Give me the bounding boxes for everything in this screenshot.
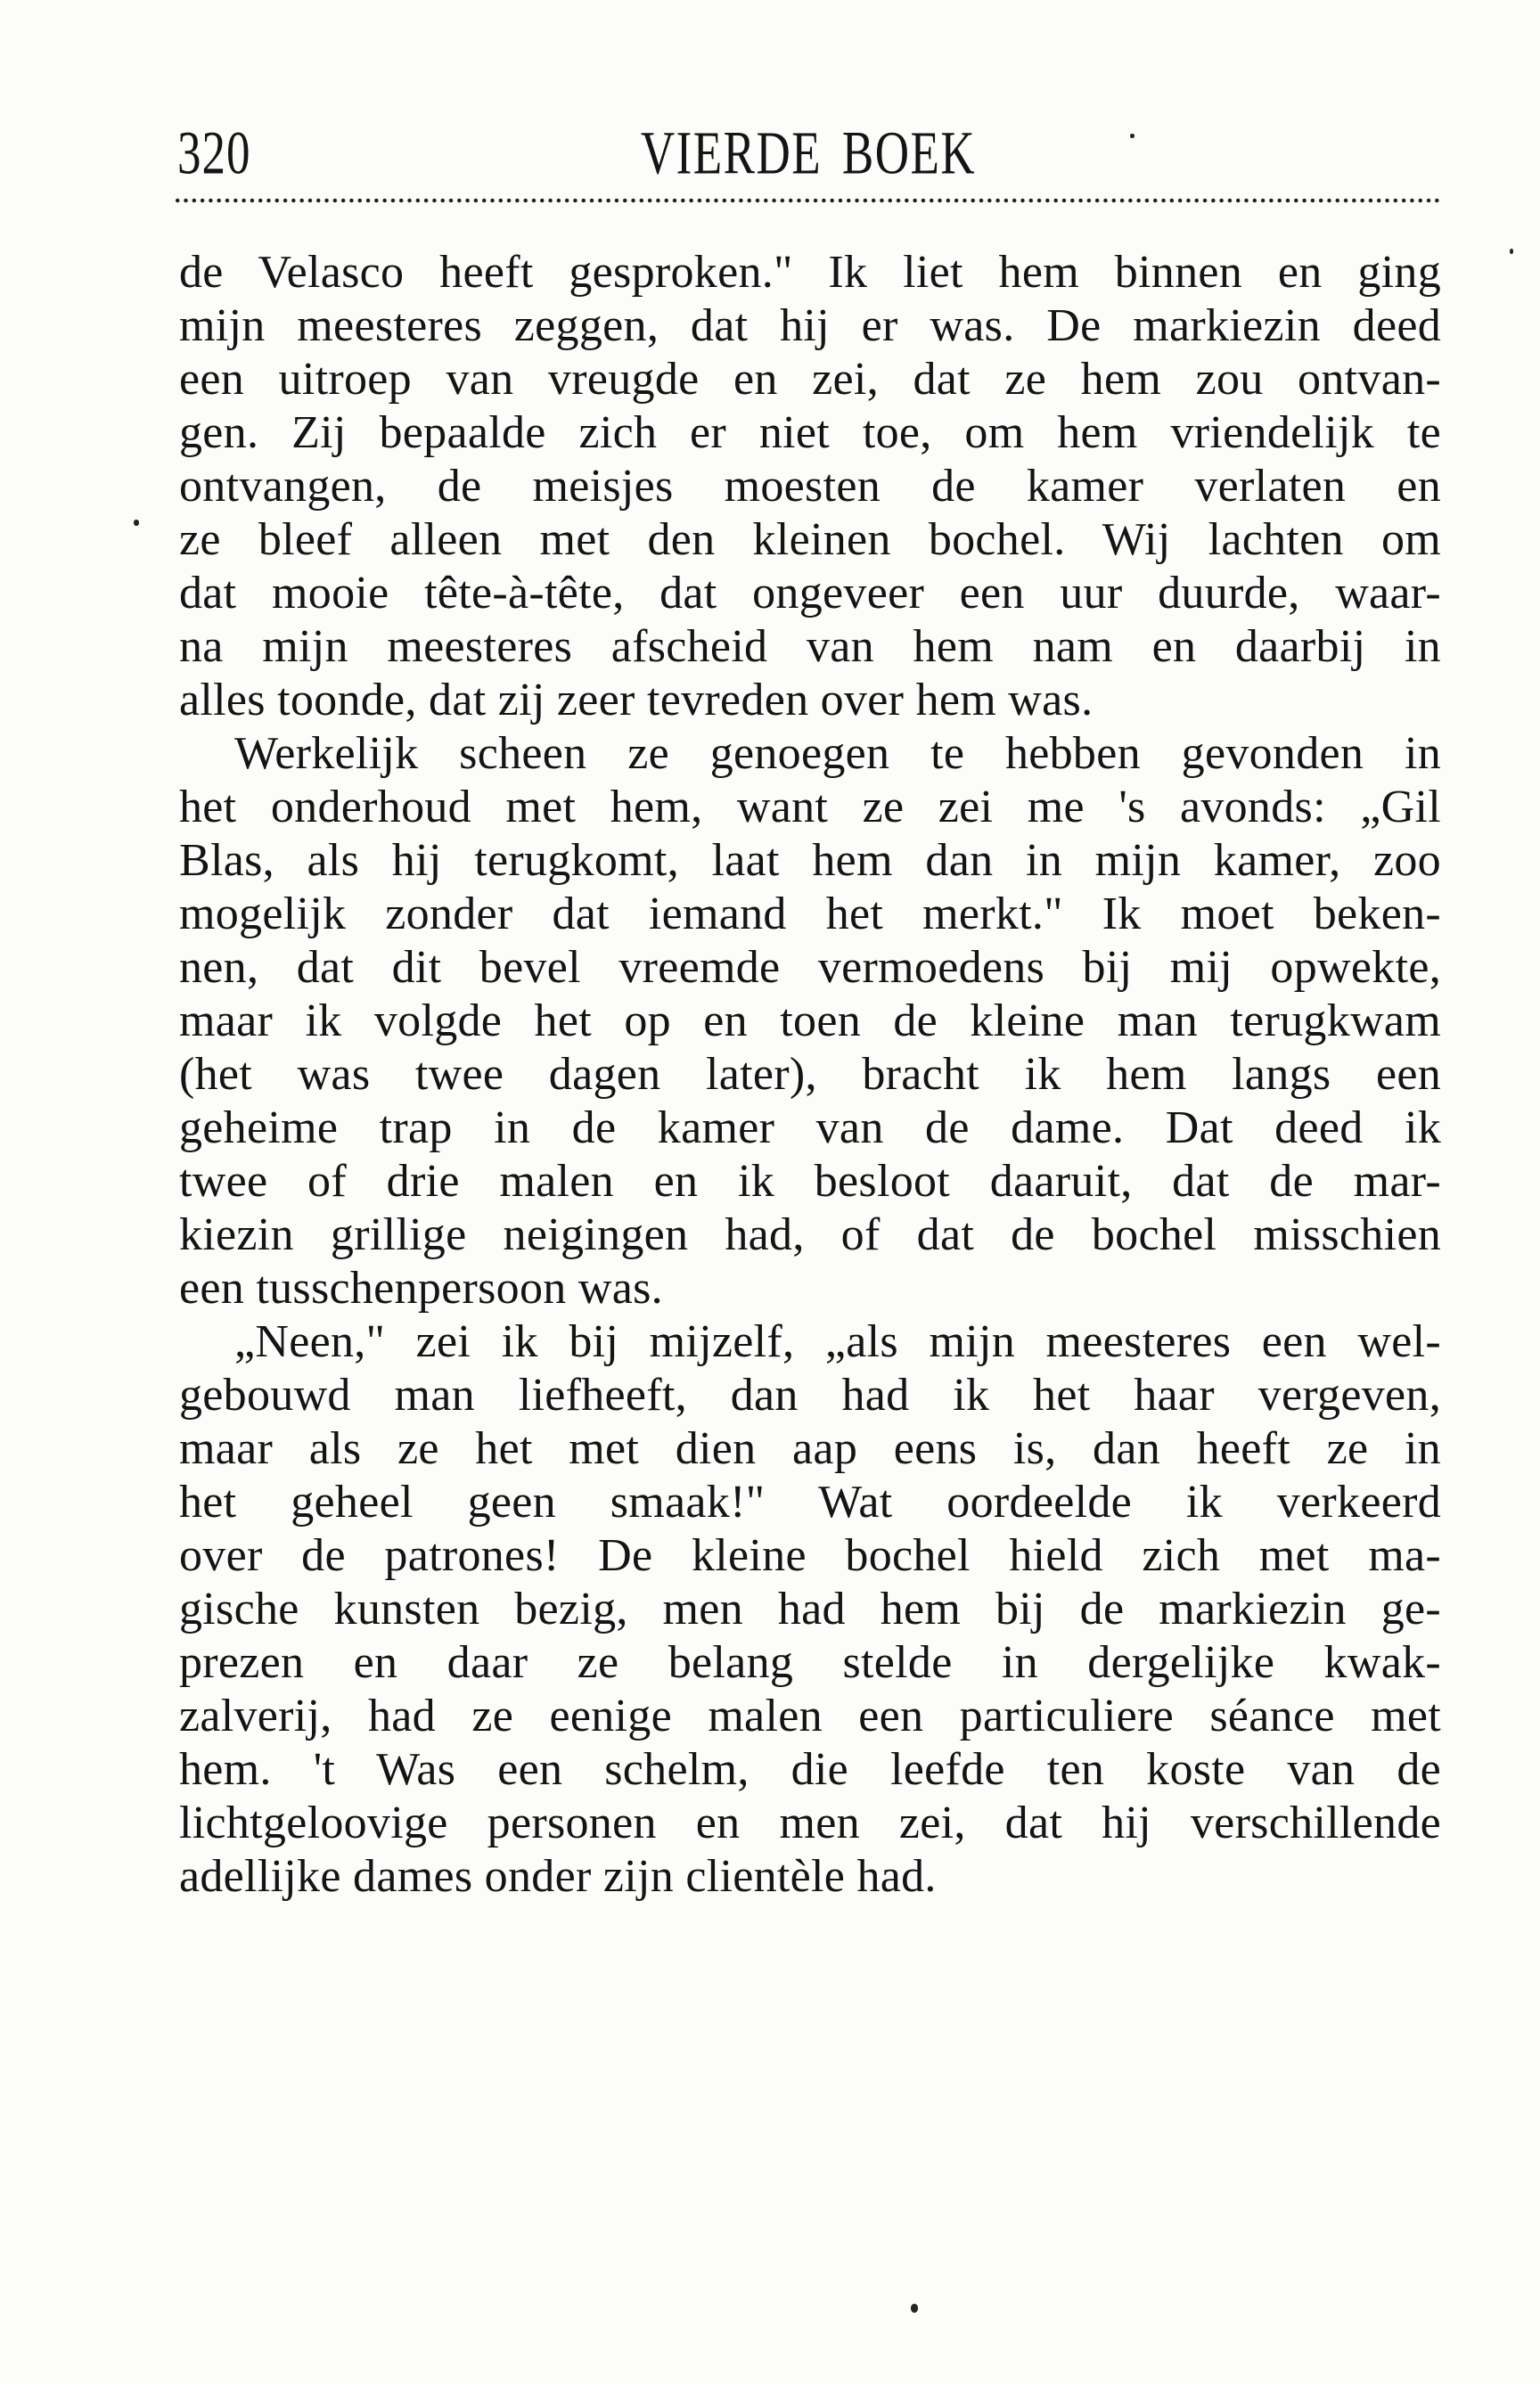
text-line: de Velasco heeft gesproken." Ik liet hem binnen en ging	[179, 247, 1441, 298]
text-line: maar als ze het met dien aap eens is, dan heeft ze in	[179, 1423, 1441, 1474]
text-line: na mijn meesteres afscheid van hem nam en daarbij in	[179, 621, 1441, 672]
page-number: 320	[177, 119, 251, 188]
text-line: geheime trap in de kamer van de dame. Dat deed ik	[179, 1102, 1441, 1153]
text-line: hem. 't Was een schelm, die leefde ten koste van de	[179, 1744, 1441, 1795]
text-line: mogelijk zonder dat iemand het merkt." Ik moet beken-	[179, 889, 1441, 939]
text-line: kiezin grillige neigingen had, of dat de bochel misschien	[179, 1209, 1441, 1260]
text-line: mijn meesteres zeggen, dat hij er was. De markiezin deed	[179, 300, 1441, 351]
text-line: ze bleef alleen met den kleinen bochel. Wij lachten om	[179, 514, 1441, 565]
text-line: gebouwd man liefheeft, dan had ik het haar vergeven,	[179, 1370, 1441, 1421]
text-line: Blas, als hij terugkomt, laat hem dan in mijn kamer, zoo	[179, 835, 1441, 886]
text-line: dat mooie tête-à-tête, dat ongeveer een uur duurde, waar-	[179, 568, 1441, 619]
chapter-header: VIERDE BOEK	[640, 119, 977, 188]
scan-speck	[134, 520, 139, 526]
text-line: twee of drie malen en ik besloot daaruit, dat de mar-	[179, 1156, 1441, 1207]
text-line: zalverij, had ze eenige malen een particuliere séance met	[179, 1691, 1441, 1741]
text-line: maar ik volgde het op en toen de kleine man terugkwam	[179, 995, 1441, 1046]
text-line: „Neen," zei ik bij mijzelf, „als mijn meesteres een wel-	[234, 1316, 1441, 1367]
text-block	[179, 246, 1441, 1904]
scan-speck	[911, 2304, 918, 2313]
text-line: (het was twee dagen later), bracht ik hem langs een	[179, 1049, 1441, 1100]
text-line: Werkelijk scheen ze genoegen te hebben gevonden in	[234, 728, 1441, 779]
text-line: het geheel geen smaak!" Wat oordeelde ik verkeerd	[179, 1477, 1441, 1528]
scan-speck	[1510, 249, 1513, 254]
text-line: een uitroep van vreugde en zei, dat ze hem zou ontvan-	[179, 354, 1441, 405]
text-line: een tusschenpersoon was.	[179, 1263, 663, 1314]
text-line: gische kunsten bezig, men had hem bij de markiezin ge-	[179, 1584, 1441, 1634]
scan-speck	[1130, 134, 1135, 138]
text-line: alles toonde, dat zij zeer tevreden over hem was.	[179, 675, 1094, 725]
text-line: gen. Zij bepaalde zich er niet toe, om hem vriendelijk te	[179, 407, 1441, 458]
text-line: het onderhoud met hem, want ze zei me 's avonds: „Gil	[179, 782, 1441, 832]
text-line: lichtgeloovige personen en men zei, dat hij verschillende	[179, 1798, 1441, 1848]
running-head	[176, 119, 1441, 191]
text-line: prezen en daar ze belang stelde in dergelijke kwak-	[179, 1637, 1441, 1688]
text-line: nen, dat dit bevel vreemde vermoedens bij mij opwekte,	[179, 942, 1441, 993]
text-line: over de patrones! De kleine bochel hield zich met ma-	[179, 1530, 1441, 1581]
text-line: adellijke dames onder zijn clientèle had.	[179, 1851, 937, 1902]
header-divider-dotted-rule	[176, 198, 1441, 203]
text-line: ontvangen, de meisjes moesten de kamer verlaten en	[179, 461, 1441, 512]
